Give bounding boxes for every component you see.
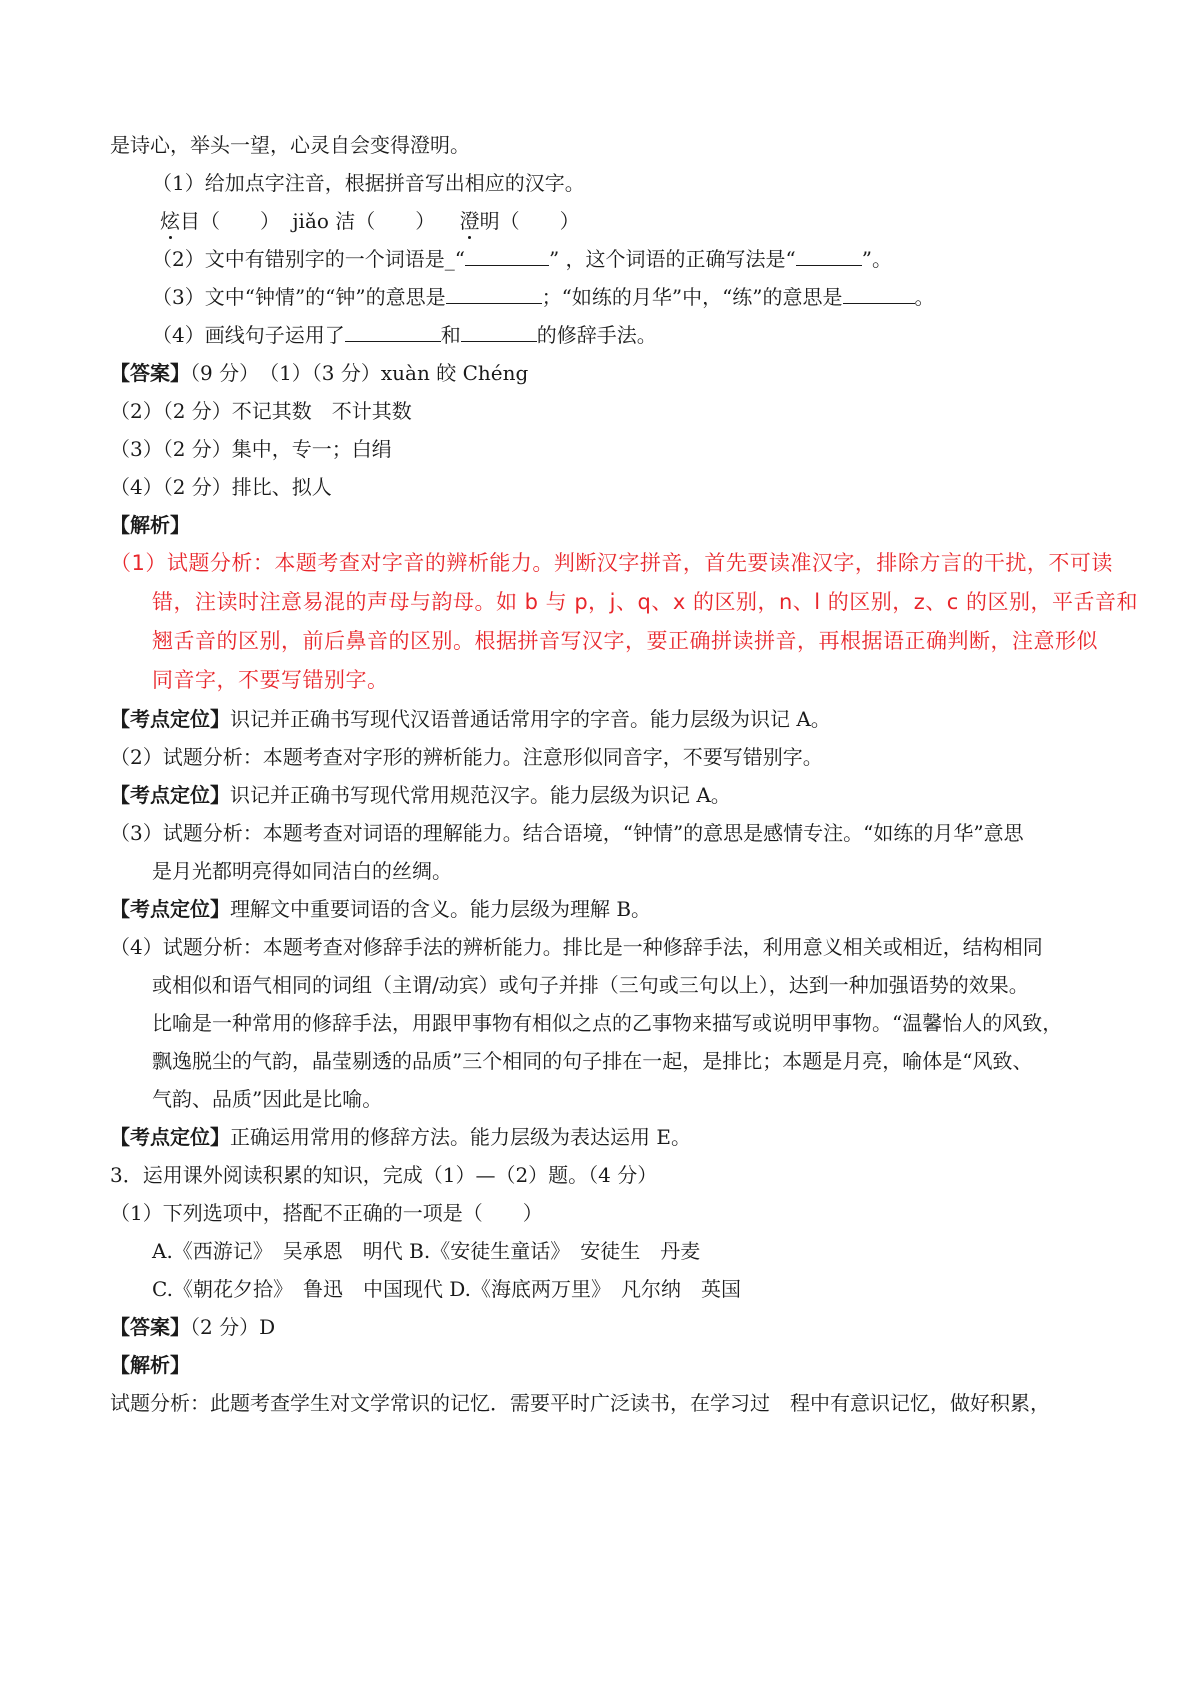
text: 目（ ） [180, 209, 280, 233]
question-1-items [160, 207, 1100, 235]
text: 的修辞手法。 [536, 323, 657, 347]
text: （2）文中有错别字的一个词语是_“ [152, 247, 465, 271]
text: C.《朝花夕拾》 鲁迅 中国现代 D.《海底两万里》 凡尔纳 英国 [152, 1277, 741, 1301]
answer-line [110, 435, 1100, 463]
kaodian-label: 【考点定位】 [110, 897, 230, 921]
answer-line [110, 1313, 1100, 1341]
text: （3）试题分析：本题考查对词语的理解能力。结合语境，“钟情”的意思是感情专注。“如练的月华”意思 [110, 821, 1024, 845]
analysis-red-line [110, 549, 1113, 577]
kaodian-line [110, 895, 1100, 923]
text: 同音字，不要写错别字。 [152, 668, 389, 692]
kaodian-label: 【考点定位】 [110, 1125, 230, 1149]
text: （1）给加点字注音，根据拼音写出相应的汉字。 [152, 171, 585, 195]
dotted-char: 炫 [160, 209, 180, 233]
answer-blank [465, 245, 549, 266]
text: 错，注读时注意易混的声母与韵母。如 b 与 p，j、q、x 的区别，n、l 的区别，z、c 的区别，平舌音和 [152, 590, 1139, 614]
text: 和 [440, 323, 461, 347]
text: 。 [914, 285, 935, 309]
analysis-line [110, 1389, 1100, 1417]
text: jiǎo 洁（ ） [292, 209, 436, 233]
text: ”。 [861, 247, 892, 271]
analysis-label [110, 511, 1100, 539]
answer-label: 【答案】 [110, 1315, 190, 1339]
text: （4）画线句子运用了 [152, 323, 345, 347]
text: 识记并正确书写现代常用规范汉字。能力层级为识记 A。 [230, 783, 731, 807]
analysis-line [110, 819, 1100, 847]
text: 【解析】 [110, 1353, 190, 1377]
text: 或相似和语气相同的词组（主谓/动宾）或句子并排（三句或三句以上），达到一种加强语势的效果。 [152, 973, 1029, 997]
text: 飘逸脱尘的气韵，晶莹剔透的品质”三个相同的句子排在一起，是排比；本题是月亮，喻体是“风致、 [152, 1049, 1033, 1073]
text: ；“如练的月华”中，“练”的意思是 [541, 285, 843, 309]
text: （4）试题分析：本题考查对修辞手法的辨析能力。排比是一种修辞手法，利用意义相关或相近，结构相同 [110, 935, 1043, 959]
text: 是诗心，举头一望，心灵自会变得澄明。 [110, 133, 470, 157]
kaodian-line [110, 705, 1100, 733]
kaodian-line [110, 1123, 1100, 1151]
answer-label: 【答案】 [110, 361, 190, 385]
text: 是月光都明亮得如同洁白的丝绸。 [152, 859, 452, 883]
answer-blank [796, 245, 862, 266]
analysis-line [110, 933, 1100, 961]
text: A.《西游记》 吴承恩 明代 B.《安徒生童话》 安徒生 丹麦 [152, 1239, 701, 1263]
text: 试题分析：此题考查学生对文学常识的记忆．需要平时广泛读书，在学习过 程中有意识记忆，做好积累， [110, 1391, 1050, 1415]
kaodian-label: 【考点定位】 [110, 783, 230, 807]
text: （9 分） （1）（3 分）xuàn 皎 Chéng [190, 361, 529, 385]
section-3-heading [110, 1161, 1100, 1189]
answer-blank [461, 321, 537, 342]
text: 3．运用课外阅读积累的知识，完成（1）—（2）题。（4 分） [110, 1163, 658, 1187]
text: 比喻是一种常用的修辞手法，用跟甲事物有相似之点的乙事物来描写或说明甲事物。“温馨怡人的风致， [152, 1011, 1063, 1035]
section-3-question [110, 1199, 1100, 1227]
text: （3）（2 分）集中，专一；白绢 [110, 437, 392, 461]
answer-blank [446, 283, 542, 304]
dotted-char: 澄 [459, 209, 480, 233]
analysis-line [152, 1009, 1100, 1037]
options-ab [152, 1237, 1100, 1265]
text: 【解析】 [110, 513, 190, 537]
analysis-line [152, 1085, 1100, 1113]
analysis-red-line [152, 588, 1139, 616]
kaodian-line [110, 781, 1100, 809]
paragraph-line [110, 131, 1100, 159]
answer-line [110, 359, 1100, 387]
text: 识记并正确书写现代汉语普通话常用字的字音。能力层级为识记 A。 [230, 707, 831, 731]
analysis-line [152, 971, 1100, 999]
answer-blank [345, 321, 441, 342]
text: ” ，这个词语的正确写法是“ [548, 247, 796, 271]
analysis-line [152, 1047, 1100, 1075]
text: （2）（2 分）不记其数 不计其数 [110, 399, 412, 423]
kaodian-label: 【考点定位】 [110, 707, 230, 731]
answer-blank [843, 283, 915, 304]
text: 明（ ） [479, 209, 580, 233]
options-cd [152, 1275, 1100, 1303]
text: 正确运用常用的修辞方法。能力层级为表达运用 E。 [230, 1125, 691, 1149]
analysis-label [110, 1351, 1100, 1379]
text: （3）文中“钟情”的“钟”的意思是 [152, 285, 446, 309]
text: 翘舌音的区别，前后鼻音的区别。根据拼音写汉字，要正确拼读拼音，再根据语正确判断，注意形似 [152, 629, 1098, 653]
text: （2）试题分析：本题考查对字形的辨析能力。注意形似同音字，不要写错别字。 [110, 745, 823, 769]
text: （1）下列选项中，搭配不正确的一项是（ ） [110, 1201, 543, 1225]
answer-line [110, 397, 1100, 425]
text: 气韵、品质”因此是比喻。 [152, 1087, 383, 1111]
text: （1）试题分析：本题考查对字音的辨析能力。判断汉字拼音，首先要读准汉字，排除方言的干扰，不可读 [110, 551, 1113, 575]
question-3 [152, 283, 1100, 311]
question-4 [152, 321, 1100, 349]
text: （2 分）D [190, 1315, 276, 1339]
analysis-line [110, 743, 1100, 771]
question-1 [152, 169, 1100, 197]
answer-line [110, 473, 1100, 501]
text: 理解文中重要词语的含义。能力层级为理解 B。 [230, 897, 652, 921]
analysis-red-line [152, 627, 1100, 655]
analysis-red-line [152, 666, 1100, 694]
text: （4）（2 分）排比、拟人 [110, 475, 332, 499]
analysis-line [152, 857, 1100, 885]
question-2 [152, 245, 1100, 273]
